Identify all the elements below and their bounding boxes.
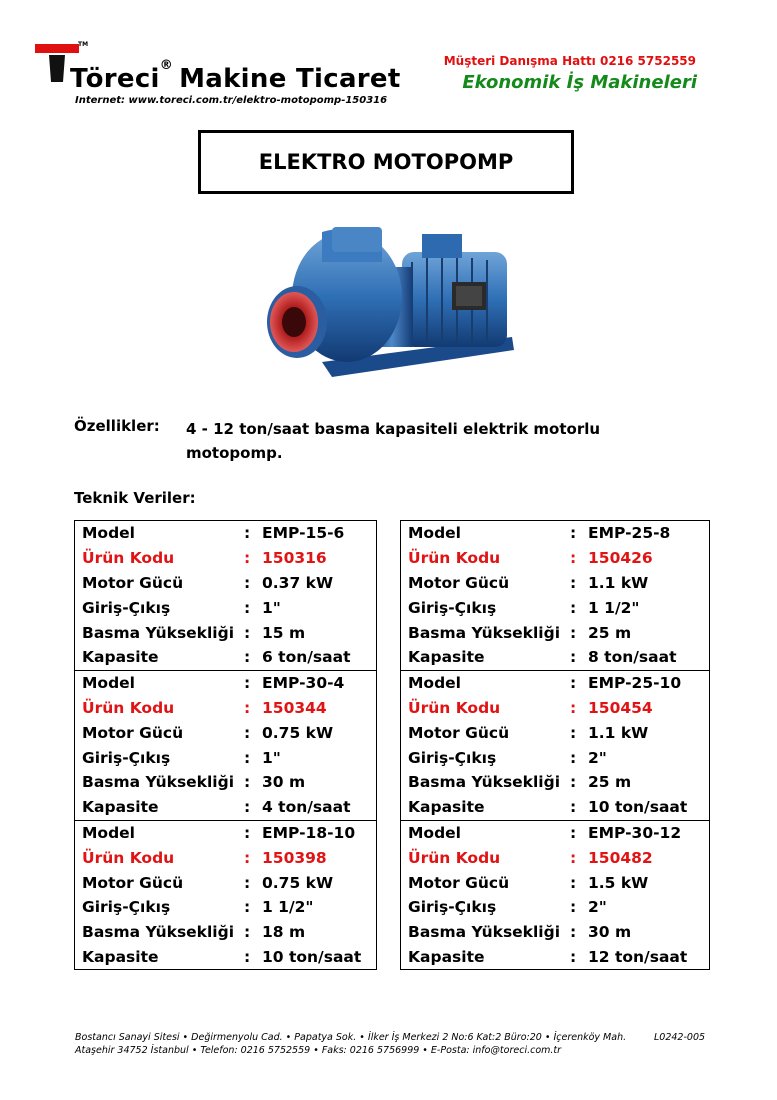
spec-key: Ürün Kodu [408,698,501,717]
spec-value: 12 ton/saat [588,947,688,966]
spec-colon: : [570,773,577,792]
spec-value: 30 m [262,773,306,792]
spec-colon: : [244,923,251,942]
spec-colon: : [570,723,577,742]
spec-row-model [401,671,709,696]
company-slogan: Ekonomik İş Makineleri [462,72,697,93]
spec-colon: : [244,573,251,592]
spec-colon: : [570,873,577,892]
spec-value: 1.1 kW [588,723,649,742]
spec-key: Ürün Kodu [82,848,175,867]
spec-key: Motor Gücü [408,723,510,742]
pump-image [262,222,522,387]
spec-key: Giriş-Çıkış [408,748,497,767]
customer-hotline: Müşteri Danışma Hattı 0216 5752559 [443,54,696,68]
spec-colon: : [244,873,251,892]
spec-colon: : [570,748,577,767]
spec-row-head [401,620,709,645]
spec-row-code [401,696,709,721]
spec-value: 8 ton/saat [588,648,677,667]
spec-row-code [75,845,376,870]
spec-colon: : [570,898,577,917]
spec-row-model [401,521,709,546]
spec-colon: : [244,848,251,867]
spec-value: 2" [588,898,607,917]
spec-key: Motor Gücü [408,873,510,892]
spec-key: Basma Yüksekliği [408,923,561,942]
spec-key: Giriş-Çıkış [408,598,497,617]
spec-value: 30 m [588,923,632,942]
spec-key: Motor Gücü [82,723,184,742]
spec-colon: : [244,623,251,642]
spec-row-model [75,671,376,696]
spec-colon: : [570,848,577,867]
spec-row-io [75,595,376,620]
spec-key: Kapasite [408,648,485,667]
spec-row-code [75,696,376,721]
spec-colon: : [244,898,251,917]
spec-key: Kapasite [408,798,485,817]
spec-key: Ürün Kodu [82,698,175,717]
spec-row-power [401,571,709,596]
spec-value: EMP-15-6 [262,524,345,543]
spec-column-right [400,520,710,970]
spec-value: 1.1 kW [588,573,649,592]
features-text: 4 - 12 ton/saat basma kapasiteli elektrik motorlu motopomp. [186,420,601,462]
trademark-mark: TM [78,41,89,48]
spec-key: Kapasite [82,648,159,667]
spec-colon: : [570,598,577,617]
spec-key: Model [408,674,461,693]
spec-colon: : [570,549,577,568]
document-code: L0242-005 [654,1032,706,1043]
spec-row-model [75,821,376,846]
spec-value: 18 m [262,923,306,942]
spec-row-io [401,895,709,920]
spec-key: Giriş-Çıkış [82,748,171,767]
spec-value: 1 1/2" [588,598,640,617]
spec-row-io [75,745,376,770]
spec-value: EMP-25-8 [588,524,671,543]
spec-colon: : [244,549,251,568]
spec-table [74,671,377,821]
spec-key: Ürün Kodu [408,848,501,867]
spec-row-capacity [401,645,709,670]
spec-key: Basma Yüksekliği [82,623,235,642]
spec-row-code [401,546,709,571]
spec-colon: : [244,598,251,617]
spec-key: Motor Gücü [82,873,184,892]
spec-value: 25 m [588,773,632,792]
spec-colon: : [244,823,251,842]
spec-colon: : [244,524,251,543]
spec-colon: : [244,674,251,693]
spec-value: 150454 [588,698,653,717]
spec-row-capacity [75,795,376,820]
spec-table [400,821,710,971]
technical-data-label: Teknik Veriler: [74,489,196,507]
spec-value: 150316 [262,549,327,568]
spec-value: 150482 [588,848,653,867]
spec-table [74,520,377,671]
page-title: ELEKTRO MOTOPOMP [198,130,574,194]
spec-table [400,671,710,821]
spec-colon: : [570,798,577,817]
spec-key: Ürün Kodu [82,549,175,568]
spec-row-model [75,521,376,546]
spec-column-left [74,520,377,970]
spec-colon: : [570,623,577,642]
spec-table [74,821,377,971]
spec-row-capacity [401,795,709,820]
spec-row-power [75,571,376,596]
spec-value: 1" [262,598,281,617]
spec-key: Model [408,524,461,543]
spec-value: 1" [262,748,281,767]
spec-value: 150398 [262,848,327,867]
features-label: Özellikler: [74,417,160,435]
spec-row-power [401,720,709,745]
spec-table [400,520,710,671]
spec-value: 15 m [262,623,306,642]
spec-row-power [401,870,709,895]
spec-row-head [401,770,709,795]
spec-key: Giriş-Çıkış [82,598,171,617]
spec-value: EMP-30-12 [588,823,682,842]
spec-row-power [75,870,376,895]
spec-colon: : [570,947,577,966]
spec-colon: : [244,723,251,742]
footer-address: Bostancı Sanayi Sitesi • Değirmenyolu Cad. • Papatya Sok. • İlker İş Merkezi 2 No:6 Kat:2 Büro:20 • İçerenköy Mah. [75,1032,627,1043]
spec-colon: : [244,773,251,792]
spec-key: Kapasite [82,947,159,966]
spec-value: 25 m [588,623,632,642]
spec-row-code [75,546,376,571]
spec-value: 150426 [588,549,653,568]
spec-row-code [401,845,709,870]
spec-value: 2" [588,748,607,767]
spec-value: 0.75 kW [262,873,334,892]
spec-colon: : [570,573,577,592]
spec-colon: : [570,524,577,543]
footer-contact: Ataşehir 34752 İstanbul • Telefon: 0216 5752559 • Faks: 0216 5756999 • E-Posta: info@toreci.com.tr [75,1045,562,1056]
spec-value: 6 ton/saat [262,648,351,667]
spec-colon: : [244,947,251,966]
spec-value: EMP-25-10 [588,674,682,693]
spec-colon: : [570,648,577,667]
website-url[interactable]: Internet: www.toreci.com.tr/elektro-motopomp-150316 [75,95,388,106]
spec-value: EMP-30-4 [262,674,345,693]
spec-row-model [401,821,709,846]
spec-value: 1.5 kW [588,873,649,892]
spec-colon: : [244,648,251,667]
spec-colon: : [570,823,577,842]
spec-row-head [75,920,376,945]
spec-key: Kapasite [408,947,485,966]
spec-colon: : [570,674,577,693]
spec-value: 0.75 kW [262,723,334,742]
spec-row-head [75,620,376,645]
spec-value: 0.37 kW [262,573,334,592]
spec-row-io [75,895,376,920]
spec-key: Kapasite [82,798,159,817]
spec-row-io [401,745,709,770]
spec-colon: : [244,698,251,717]
spec-row-capacity [75,645,376,670]
spec-row-power [75,720,376,745]
spec-key: Basma Yüksekliği [82,773,235,792]
spec-row-capacity [401,945,709,970]
spec-row-capacity [75,945,376,970]
spec-row-head [75,770,376,795]
spec-row-head [401,920,709,945]
spec-value: 10 ton/saat [262,947,362,966]
spec-key: Giriş-Çıkış [408,898,497,917]
spec-value: 4 ton/saat [262,798,351,817]
spec-key: Basma Yüksekliği [82,923,235,942]
spec-key: Giriş-Çıkış [82,898,171,917]
spec-value: 10 ton/saat [588,798,688,817]
spec-key: Motor Gücü [82,573,184,592]
spec-key: Basma Yüksekliği [408,773,561,792]
spec-value: 1 1/2" [262,898,314,917]
spec-colon: : [244,798,251,817]
spec-key: Ürün Kodu [408,549,501,568]
spec-value: EMP-18-10 [262,823,356,842]
spec-key: Basma Yüksekliği [408,623,561,642]
spec-value: 150344 [262,698,327,717]
spec-colon: : [570,698,577,717]
company-name: Töreci® Makine Ticaret [70,58,401,94]
spec-colon: : [570,923,577,942]
spec-colon: : [244,748,251,767]
spec-row-io [401,595,709,620]
spec-key: Motor Gücü [408,573,510,592]
spec-key: Model [82,674,135,693]
spec-key: Model [408,823,461,842]
spec-key: Model [82,823,135,842]
spec-key: Model [82,524,135,543]
